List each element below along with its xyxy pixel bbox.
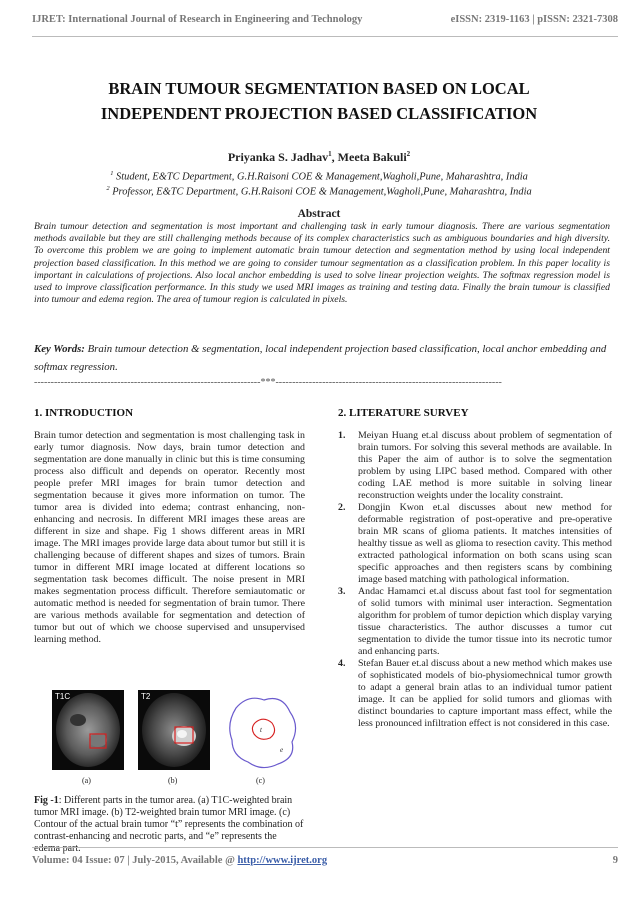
list-number: 2. [338, 502, 346, 513]
figure-1-caption [34, 795, 305, 855]
list-number: 4. [338, 658, 346, 669]
keywords [34, 340, 610, 376]
contour-label-t: t [260, 726, 262, 734]
list-number: 1. [338, 430, 346, 441]
mri-t1c-label: T1C [55, 692, 71, 701]
list-item [338, 430, 612, 502]
list-text: Meiyan Huang et.al discuss about problem of segmentation of brain tumors. For solving this several methods are available. In this Paper the aim of author is to solve the segmentation problem by using LIPC based method. Compared with other coding LAE method is more suitable in solving linear reconstruction weights under the locality constraint. [358, 430, 612, 501]
literature-heading: 2. LITERATURE SURVEY [338, 407, 469, 419]
affiliation-2 [40, 185, 598, 197]
author-list [40, 150, 598, 165]
keywords-text: Brain tumour detection & segmentation, local independent projection based classification, local anchor embedding and softmax regression. [34, 343, 607, 373]
author-separator: , [331, 150, 338, 164]
author-2: Meeta Bakuli [337, 150, 407, 164]
affiliation-1 [40, 170, 598, 182]
footer-prefix: Volume: 04 Issue: 07 | July-2015, Available @ [32, 855, 238, 866]
list-item [338, 502, 612, 586]
literature-section [338, 407, 612, 730]
keywords-label: Key Words: [34, 343, 85, 355]
abstract-text: Brain tumour detection and segmentation is most important and challenging task in early tumour diagnosis. There are various segmentation methods available but they are still challenging methods because of its complex characteristics such as ambiguous boundaries and high diversity. To overcome this problem we are going to implement automatic brain tumour detection and segmentation method by using local independent projection based classification. In this method we are going to consider tumour segmentation as a classification problem. In this paper locality is important in calculations of projections. Also local anchor embedding is used to solve linear projection weights. The softmax regression model is used to improve classification performance. In this study we used MRI images as training and testing data. Finally the brain tumour is classified into tumour and edema region. The area of tumour region is calculated in pixels. [34, 221, 610, 306]
abstract-heading: Abstract [297, 208, 341, 220]
figure-1-image [34, 690, 305, 790]
list-text: Andac Hamamci et.al discuss about fast tool for segmentation of solid tumors with minimal user interaction. Segmentation algorithm for problem of tumor depiction which display varying tissue characteristics. The author discusses a tumor cut segmentation to divide the tumor tissue into its necrotic tumor and enhancing parts. [358, 586, 612, 657]
affiliation-1-text: Student, E&TC Department, G.H.Raisoni COE & Management,Wagholi,Pune, Maharashtra, India [113, 171, 528, 183]
caption-text: : Different parts in the tumor area. (a) T1C-weighted brain tumor MRI image. (b) T2-weighted brain tumor MRI image. (c) Contour of the actual brain tumor “t” represents the combination of contrast-enhancing and necrotic parts, and “e” represents the edema part. [34, 795, 304, 854]
running-header [32, 14, 618, 34]
list-item [338, 586, 612, 658]
footer-rule [32, 847, 618, 848]
sublabel-a: (a) [82, 776, 91, 785]
tumor-contour-panel [230, 698, 296, 767]
header-rule [32, 36, 618, 37]
journal-name: IJRET: International Journal of Research in Engineering and Technology [32, 14, 363, 25]
list-text: Dongjin Kwon et.al discusses about new method for deformable registration of post-operative and pre-operative brain MR scans of glioma patients. It matches intensities of healthy tissue as well as glioma to resection cavity. This method extracted pathological information on both scans using scan specific approaches and then registers scans by combining image based matching with pathological information. [358, 502, 612, 585]
title-line-2: INDEPENDENT PROJECTION BASED CLASSIFICATION [100, 104, 538, 123]
paper-title [40, 76, 598, 126]
mri-t2-panel [138, 690, 210, 770]
mri-t2-label: T2 [141, 692, 151, 701]
literature-list [338, 430, 612, 730]
affiliation-2-text: Professor, E&TC Department, G.H.Raisoni COE & Management,Wagholi,Pune, Maharashtra, India [109, 186, 532, 198]
list-text: Stefan Bauer et.al discuss about a new method which makes use of sophisticated models of bio-physiomechnical tumor growth to adapt a general brain atlas to an individual tumor patient image. It can be applied for solid tumors and gliomas with distinct boundaries to capture important mass effect, while the less pronounced infiltration effect is not considered in this case. [358, 658, 612, 729]
figure-1 [34, 690, 305, 790]
issn: eISSN: 2319-1163 | pISSN: 2321-7308 [450, 14, 618, 25]
contour-label-e: e [280, 746, 284, 754]
sublabel-b: (b) [168, 776, 178, 785]
footer-volume [32, 855, 327, 866]
running-footer [32, 855, 618, 871]
mri-t1c-panel [52, 690, 124, 770]
page-number: 9 [612, 855, 618, 866]
list-number: 3. [338, 586, 346, 597]
title-line-1: BRAIN TUMOUR SEGMENTATION BASED ON LOCAL [108, 79, 530, 98]
author-2-sup: 2 [406, 150, 411, 158]
author-1-sup: 1 [328, 150, 332, 158]
list-item [338, 658, 612, 730]
author-1: Priyanka S. Jadhav [227, 150, 329, 164]
caption-label: Fig -1 [34, 795, 59, 806]
affiliation-2-sup: 2 [106, 185, 110, 192]
affiliation-1-sup: 1 [110, 170, 114, 177]
sublabel-c: (c) [256, 776, 265, 785]
section-separator: --------------------------------------------------------------------***-------------------------------------------------------------------- [34, 377, 502, 388]
journal-link[interactable]: http://www.ijret.org [237, 855, 328, 866]
introduction-heading: 1. INTRODUCTION [34, 407, 134, 419]
introduction-text: Brain tumor detection and segmentation is most challenging task in early tumor diagnosis. Now days, brain tumor detection and segmentation are done manually in clinic but this is time consuming process also difficult and depends on operator. Recently most people prefer MRI images for brain tumor detection and segmentation because it gives more information on tumor. The tumor area is divided into edema; contrast enhancing, non-enhancing and necrosis. In different MRI images these areas are different in size and shape. Fig 1 shows different areas in MRI image. The MRI images provide large data about tumor but still it is challenging because of different shapes and sizes of tumors. Brain tumor in different MRI image located at different locations so segmentation task becomes difficult. The noise present in MRI makes segmentation process difficult. Therefore semiautomatic or automatic method is needed for segmentation of brain tumor. There are various methods available for segmentation and detection of tumor but out of which we choose supervised and unsupervised learning method. [34, 430, 305, 645]
introduction-section [34, 407, 305, 646]
